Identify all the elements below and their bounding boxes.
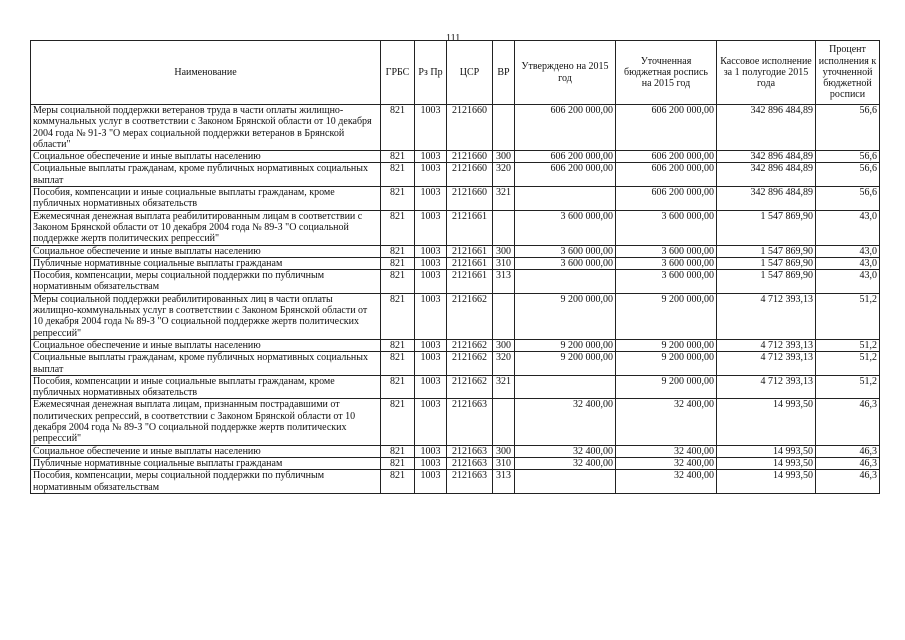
cell-rzpr: 1003 [415, 445, 447, 457]
cell-cash: 342 896 484,89 [717, 105, 816, 151]
header-row [31, 41, 880, 105]
cell-percent: 46,3 [816, 457, 880, 469]
budget-table [30, 40, 880, 494]
table-row [31, 245, 880, 257]
table-row [31, 339, 880, 351]
cell-csr: 2121663 [447, 470, 493, 494]
cell-percent: 56,6 [816, 151, 880, 163]
cell-csr: 2121663 [447, 399, 493, 445]
table-row [31, 399, 880, 445]
cell-refined: 32 400,00 [616, 399, 717, 445]
cell-cash: 4 712 393,13 [717, 339, 816, 351]
cell-rzpr: 1003 [415, 163, 447, 187]
cell-cash: 4 712 393,13 [717, 375, 816, 399]
header-csr: ЦСР [447, 41, 493, 105]
cell-rzpr: 1003 [415, 257, 447, 269]
cell-name: Социальные выплаты гражданам, кроме публичных нормативных социальных выплат [31, 163, 381, 187]
cell-approved: 606 200 000,00 [515, 163, 616, 187]
table-row [31, 187, 880, 211]
cell-name: Ежемесячная денежная выплата лицам, признанным пострадавшими от политических репрессий, в соответствии с Законом Брянской области от 10 декабря 2004 года № 89-З "О социальной поддержке жертв политических репрессий" [31, 399, 381, 445]
cell-grbs: 821 [381, 293, 415, 339]
cell-grbs: 821 [381, 339, 415, 351]
cell-csr: 2121662 [447, 293, 493, 339]
cell-grbs: 821 [381, 163, 415, 187]
cell-percent: 46,3 [816, 470, 880, 494]
cell-vr: 300 [493, 339, 515, 351]
cell-rzpr: 1003 [415, 339, 447, 351]
cell-name: Публичные нормативные социальные выплаты гражданам [31, 257, 381, 269]
cell-rzpr: 1003 [415, 105, 447, 151]
cell-percent: 56,6 [816, 105, 880, 151]
cell-csr: 2121661 [447, 210, 493, 245]
cell-approved [515, 270, 616, 294]
cell-approved: 9 200 000,00 [515, 293, 616, 339]
cell-name: Меры социальной поддержки реабилитированных лиц в части оплаты жилищно-коммунальных услуг в соответствии с Законом Брянской области от 10 декабря 2004 года № 89-З "О социальной поддержке жертв политических репрессий" [31, 293, 381, 339]
cell-percent: 51,2 [816, 339, 880, 351]
cell-cash: 1 547 869,90 [717, 257, 816, 269]
cell-percent: 51,2 [816, 352, 880, 376]
cell-refined: 606 200 000,00 [616, 187, 717, 211]
cell-vr: 320 [493, 163, 515, 187]
cell-name: Пособия, компенсации, меры социальной поддержки по публичным нормативным обязательствам [31, 270, 381, 294]
cell-grbs: 821 [381, 445, 415, 457]
table-row [31, 105, 880, 151]
cell-csr: 2121661 [447, 245, 493, 257]
cell-grbs: 821 [381, 399, 415, 445]
header-vr: ВР [493, 41, 515, 105]
cell-rzpr: 1003 [415, 151, 447, 163]
cell-percent: 43,0 [816, 257, 880, 269]
cell-vr: 313 [493, 470, 515, 494]
cell-vr: 321 [493, 375, 515, 399]
cell-vr: 310 [493, 457, 515, 469]
cell-grbs: 821 [381, 375, 415, 399]
header-refined: Уточненная бюджетная роспись на 2015 год [616, 41, 717, 105]
cell-name: Социальные выплаты гражданам, кроме публичных нормативных социальных выплат [31, 352, 381, 376]
cell-rzpr: 1003 [415, 375, 447, 399]
cell-csr: 2121663 [447, 445, 493, 457]
header-percent: Процент исполнения к уточненной бюджетной росписи [816, 41, 880, 105]
table-row [31, 210, 880, 245]
cell-approved [515, 470, 616, 494]
header-approved: Утверждено на 2015 год [515, 41, 616, 105]
cell-approved: 3 600 000,00 [515, 245, 616, 257]
cell-approved [515, 375, 616, 399]
cell-grbs: 821 [381, 257, 415, 269]
cell-grbs: 821 [381, 105, 415, 151]
cell-approved: 9 200 000,00 [515, 352, 616, 376]
cell-refined: 9 200 000,00 [616, 339, 717, 351]
cell-csr: 2121661 [447, 270, 493, 294]
cell-csr: 2121662 [447, 352, 493, 376]
cell-vr: 313 [493, 270, 515, 294]
cell-csr: 2121660 [447, 187, 493, 211]
cell-grbs: 821 [381, 470, 415, 494]
cell-name: Меры социальной поддержки ветеранов труда в части оплаты жилищно-коммунальных услуг в соответствии с Законом Брянской области от 10 декабря 2004 года № 91-З "О мерах социальной поддержки ветеранов в Брянской области" [31, 105, 381, 151]
cell-grbs: 821 [381, 210, 415, 245]
cell-refined: 3 600 000,00 [616, 270, 717, 294]
cell-refined: 3 600 000,00 [616, 245, 717, 257]
cell-approved: 9 200 000,00 [515, 339, 616, 351]
cell-percent: 43,0 [816, 245, 880, 257]
table-row [31, 270, 880, 294]
cell-csr: 2121660 [447, 105, 493, 151]
table-row [31, 445, 880, 457]
table-row [31, 257, 880, 269]
cell-refined: 32 400,00 [616, 470, 717, 494]
cell-rzpr: 1003 [415, 352, 447, 376]
table-row [31, 470, 880, 494]
cell-rzpr: 1003 [415, 245, 447, 257]
cell-approved: 606 200 000,00 [515, 151, 616, 163]
cell-cash: 14 993,50 [717, 399, 816, 445]
cell-grbs: 821 [381, 457, 415, 469]
cell-percent: 51,2 [816, 375, 880, 399]
cell-approved: 3 600 000,00 [515, 257, 616, 269]
cell-refined: 9 200 000,00 [616, 352, 717, 376]
cell-refined: 32 400,00 [616, 457, 717, 469]
page-number: 111 [446, 33, 461, 44]
cell-approved: 606 200 000,00 [515, 105, 616, 151]
cell-refined: 606 200 000,00 [616, 105, 717, 151]
cell-cash: 14 993,50 [717, 457, 816, 469]
cell-cash: 342 896 484,89 [717, 151, 816, 163]
cell-cash: 14 993,50 [717, 470, 816, 494]
table-row [31, 163, 880, 187]
cell-name: Пособия, компенсации, меры социальной поддержки по публичным нормативным обязательствам [31, 470, 381, 494]
cell-name: Пособия, компенсации и иные социальные выплаты гражданам, кроме публичных нормативных обязательств [31, 375, 381, 399]
cell-approved: 32 400,00 [515, 445, 616, 457]
cell-rzpr: 1003 [415, 470, 447, 494]
cell-grbs: 821 [381, 270, 415, 294]
cell-percent: 46,3 [816, 399, 880, 445]
cell-csr: 2121662 [447, 339, 493, 351]
cell-name: Социальное обеспечение и иные выплаты населению [31, 245, 381, 257]
cell-approved [515, 187, 616, 211]
cell-name: Социальное обеспечение и иные выплаты населению [31, 339, 381, 351]
table-row [31, 352, 880, 376]
cell-csr: 2121661 [447, 257, 493, 269]
cell-rzpr: 1003 [415, 399, 447, 445]
cell-percent: 43,0 [816, 270, 880, 294]
cell-percent: 51,2 [816, 293, 880, 339]
cell-refined: 3 600 000,00 [616, 210, 717, 245]
cell-csr: 2121660 [447, 151, 493, 163]
cell-cash: 4 712 393,13 [717, 293, 816, 339]
cell-csr: 2121660 [447, 163, 493, 187]
cell-csr: 2121663 [447, 457, 493, 469]
cell-name: Социальное обеспечение и иные выплаты населению [31, 151, 381, 163]
cell-vr [493, 293, 515, 339]
cell-approved: 32 400,00 [515, 457, 616, 469]
cell-refined: 9 200 000,00 [616, 375, 717, 399]
cell-approved: 3 600 000,00 [515, 210, 616, 245]
cell-vr: 300 [493, 245, 515, 257]
cell-vr [493, 210, 515, 245]
cell-percent: 56,6 [816, 163, 880, 187]
table-row [31, 375, 880, 399]
header-grbs: ГРБС [381, 41, 415, 105]
cell-cash: 1 547 869,90 [717, 270, 816, 294]
cell-vr: 321 [493, 187, 515, 211]
cell-percent: 43,0 [816, 210, 880, 245]
cell-approved: 32 400,00 [515, 399, 616, 445]
header-rzpr: Рз Пр [415, 41, 447, 105]
cell-cash: 342 896 484,89 [717, 163, 816, 187]
cell-grbs: 821 [381, 245, 415, 257]
cell-refined: 32 400,00 [616, 445, 717, 457]
cell-cash: 1 547 869,90 [717, 210, 816, 245]
cell-vr: 300 [493, 151, 515, 163]
cell-name: Пособия, компенсации и иные социальные выплаты гражданам, кроме публичных нормативных обязательств [31, 187, 381, 211]
cell-vr: 300 [493, 445, 515, 457]
cell-percent: 56,6 [816, 187, 880, 211]
cell-name: Ежемесячная денежная выплата реабилитированным лицам в соответствии с Законом Брянской области от 10 декабря 2004 года № 89-З "О социальной поддержке жертв политических репрессий" [31, 210, 381, 245]
cell-refined: 606 200 000,00 [616, 163, 717, 187]
cell-rzpr: 1003 [415, 293, 447, 339]
cell-vr: 310 [493, 257, 515, 269]
cell-grbs: 821 [381, 151, 415, 163]
cell-grbs: 821 [381, 352, 415, 376]
header-cash: Кассовое исполнение за 1 полугодие 2015 года [717, 41, 816, 105]
cell-percent: 46,3 [816, 445, 880, 457]
cell-refined: 9 200 000,00 [616, 293, 717, 339]
table-row [31, 293, 880, 339]
cell-refined: 606 200 000,00 [616, 151, 717, 163]
cell-rzpr: 1003 [415, 210, 447, 245]
table-row [31, 151, 880, 163]
cell-grbs: 821 [381, 187, 415, 211]
cell-rzpr: 1003 [415, 270, 447, 294]
cell-vr [493, 105, 515, 151]
cell-rzpr: 1003 [415, 187, 447, 211]
header-name: Наименование [31, 41, 381, 105]
cell-csr: 2121662 [447, 375, 493, 399]
cell-name: Публичные нормативные социальные выплаты гражданам [31, 457, 381, 469]
cell-refined: 3 600 000,00 [616, 257, 717, 269]
cell-name: Социальное обеспечение и иные выплаты населению [31, 445, 381, 457]
cell-cash: 1 547 869,90 [717, 245, 816, 257]
cell-vr [493, 399, 515, 445]
cell-cash: 4 712 393,13 [717, 352, 816, 376]
cell-vr: 320 [493, 352, 515, 376]
table-row [31, 457, 880, 469]
cell-cash: 342 896 484,89 [717, 187, 816, 211]
cell-cash: 14 993,50 [717, 445, 816, 457]
cell-rzpr: 1003 [415, 457, 447, 469]
